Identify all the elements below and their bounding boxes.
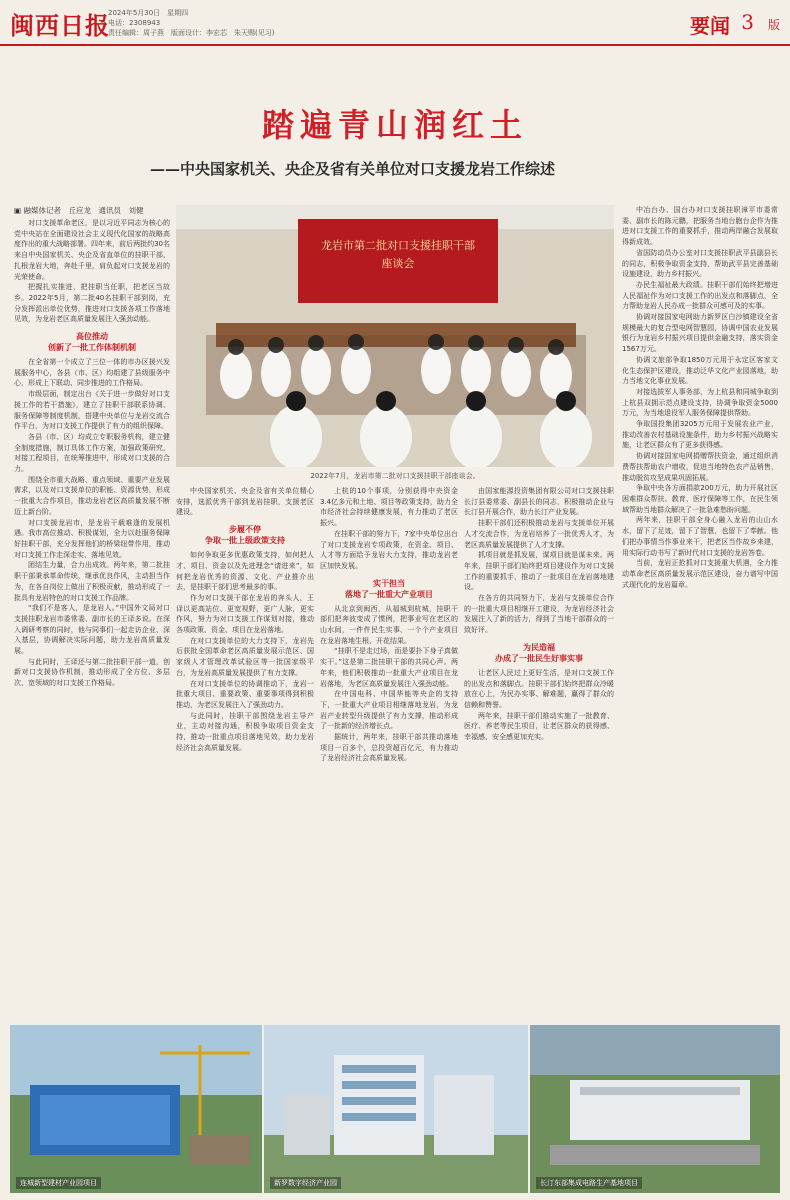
paragraph: 挂职干部们还积极推动龙岩与支援单位开展人才交流合作，为龙岩培养了一批优秀人才，为老区高质量发展提供了人才支撑。 <box>464 519 614 549</box>
subhead-2: 步履不停 争取一批上级政策支持 <box>205 525 285 546</box>
paragraph: 两年来，挂职干部全身心融入龙岩的山山水水，留下了足迹，留下了智慧，也留下了奉献。他们把办事情当作事业来干，把老区当作故乡来建，用实际行动书写了新时代对口支援的龙岩答卷。 <box>622 516 778 557</box>
paragraph: “挂职不是走过场，而是要扑下身子真做实干。”这是第二批挂职干部的共同心声。两年来，他们积极推动一批重大产业项目在龙岩落地，为老区高质量发展注入强劲动能。 <box>320 647 458 688</box>
paragraph: 据统计，两年来，挂职干部共推动落地项目一百多个，总投资超百亿元，有力推动了龙岩经济社会高质量发展。 <box>320 733 458 763</box>
paragraph: 在中国电科、中国华能等央企的支持下，一批重大产业项目相继落地龙岩，为龙岩产业转型升级提供了有力支撑，推动形成了一批新的经济增长点。 <box>320 690 458 731</box>
photo-caption: 2022年7月，龙岩市第二批对口支援挂职干部座谈会。 <box>310 472 480 480</box>
paragraph: 争取国投集团3205万元用于发展农业产业，推动改善农村基础设施条件，助力乡村振兴战略实施，让老区群众有了更多获得感。 <box>622 420 778 450</box>
column-5 <box>622 205 778 1018</box>
paragraph: 在各方的共同努力下，龙岩与支援单位合作的一批重大项目相继开工建设，为龙岩经济社会发展注入了新的活力，得到了当地干部群众的一致好评。 <box>464 594 614 635</box>
banner-text-2: 座谈会 <box>381 257 415 270</box>
photo-caption: 新罗数字经济产业园 <box>270 1177 341 1189</box>
meeting-photo <box>176 205 614 467</box>
paragraph: 中央国家机关、央企及省有关单位精心安排，选派优秀干部到龙岩挂职，支援老区建设。 <box>176 487 314 517</box>
editors: 责任编辑：周子燕 版面设计：李宏芯 朱天赐(见习) <box>108 29 275 37</box>
paragraph: 当前，龙岩正抢抓对口支援重大机遇，全力推动革命老区高质量发展示范区建设，奋力谱写中国式现代化的龙岩篇章。 <box>622 559 778 589</box>
banner-text-1: 龙岩市第二批对口支援挂职干部 <box>321 239 475 252</box>
paragraph: 协调对接国家电网助力新罗区白沙镇建设全省规模最大的复合型电网智慧园，协调中国农业发展银行为龙岩乡村振兴项目提供金融支持，落实资金1567万元。 <box>622 313 778 354</box>
paragraph: 团结生力量，合力出成效。两年来，第二批挂职干部秉承革命传统，继承优良作风，主动担当作为，在各自岗位上做出了积极贡献，推动形成了一批具有龙岩特色的对口支援工作品牌。 <box>14 561 170 602</box>
subhead-3: 实干担当 落地了一批重大产业项目 <box>345 578 433 599</box>
paragraph: 在对口支援单位的协调推动下，龙岩一批重大项目、重要政策、重要事项得到积极推动，为老区发展注入了强劲动力。 <box>176 679 314 709</box>
paragraph: 在对口支援单位的大力支持下，龙岩先后获批全国革命老区高质量发展示范区、国家级人才管理改革试验区等一批国家级平台，为龙岩高质量发展提供了有力支撑。 <box>176 636 314 677</box>
column-4 <box>464 486 614 1018</box>
paragraph: 抓项目就是抓发展，谋项目就是谋未来。两年来，挂职干部们始终把项目建设作为对口支援工作的重要抓手，推动了一批项目在龙岩落地建设。 <box>464 551 614 592</box>
issue-date: 2024年5月30日 星期四 <box>108 9 189 17</box>
paragraph: 从北京到闽西，从福城到杭城，挂职干部们把奔波变成了惯例，把事业写在老区的山水间，一件件民生实事、一个个产业项目在龙岩落地生根、开花结果。 <box>320 604 458 645</box>
page-number: 3 <box>741 10 754 34</box>
photo-chip-base <box>530 1025 780 1193</box>
paragraph: 上杭的10个事项，分别获得中央资金3.4亿多元和土地、项目等政策支持，助力全市经济社会持续健康发展，有力推动了老区振兴。 <box>320 487 458 528</box>
paragraph: 对口支援革命老区，是以习近平同志为核心的党中央站在全面建设社会主义现代化国家的战略高度作出的重大战略部署。四年来，前后两批约30名来自中央国家机关、央企及省直单位的挂职干部，扎根龙岩大地，奔赴千里，肩负起对口支援龙岩的光荣使命。 <box>14 219 170 281</box>
photo-industrial-park <box>10 1025 262 1193</box>
photo-caption: 连城新型建材产业园项目 <box>16 1177 101 1189</box>
paragraph: 如何争取更多优惠政策支持，如何把人才、项目、资金以及先进理念“请进来”，如何把龙岩优秀的资源、文化、产业推介出去，是挂职干部们思考最多的事。 <box>176 551 314 592</box>
column-3 <box>320 486 458 1018</box>
section-title: 要闻 <box>690 14 730 38</box>
newspaper-logo: 闽西日报 <box>10 11 110 40</box>
paragraph: 省国防动员办公室对口支援挂职武平县副县长的同志，积极争取资金支持，帮助武平县完善基础设施建设，助力乡村振兴。 <box>622 248 778 279</box>
paragraph: 让老区人民过上更好生活，是对口支援工作的出发点和落脚点。挂职干部们始终把群众冷暖放在心上，为民办实事、解难题，赢得了群众的信赖和赞誉。 <box>464 668 614 709</box>
paragraph: 办民生福祉最大政绩。挂职干部们始终把增进人民福祉作为对口支援工作的出发点和落脚点，全力帮助龙岩人民办成一批群众可感可及的实事。 <box>622 280 778 311</box>
paragraph: 在全省第一个成立了三位一体的市办区援兴发展服务中心，各县（市、区）均组建了县级服务中心，形成上下联动、同步推进的工作格局。 <box>14 358 170 388</box>
paragraph: 与此同时，王译还与第二批挂职干部一道，创新对口支援协作机制，推动形成了全方位、多层次、宽领域的对口支援工作格局。 <box>14 657 170 688</box>
subhead-4: 为民造福 办成了一批民生好事实事 <box>495 642 583 663</box>
paragraph: 在挂职干部的努力下，7家中央单位出台了对口支援龙岩专项政策，在资金、项目、人才等方面给予龙岩大力支持，推动龙岩老区加快发展。 <box>320 529 458 570</box>
paragraph: 中冶台办、国台办对口支援挂职漳平市委常委、副市长的陈元鹏，把服务当地台胞台企作为推进对口支援工作的重要抓手，推动两岸融合发展取得新成效。 <box>622 206 778 247</box>
paragraph: 各县（市、区）均成立专职服务机构，建立健全制度措施，制订具体工作方案，加强政策研究，对接工程项目，在统筹推进中，形成对口支援的合力。 <box>14 432 170 474</box>
paragraph: 争取中央各方面捐款200万元，助力开展社区困难群众帮扶、教育、医疗保障等工作，在民生领域帮助当地群众解决了一批急难愁盼问题。 <box>622 484 778 514</box>
column-2 <box>176 486 314 1018</box>
paragraph: 与此同时，挂职干部围绕龙岩主导产业，主动对接沟通，积极争取项目资金支持，推动一批重点项目落地见效，助力龙岩经济社会高质量发展。 <box>176 711 314 752</box>
issue-meta <box>108 8 368 38</box>
article-subtitle: ——中央国家机关、央企及省有关单位对口支援龙岩工作综述 <box>150 160 556 178</box>
photo-digital-park <box>264 1025 528 1193</box>
paragraph: 把握扎实推进，把挂职当任职，把老区当故乡。2022年5月，第二批40名挂职干部到岗，充分发挥派出单位优势，推进对口支援各项工作落地见效，为龙岩老区高质量发展注入强劲动能。 <box>14 283 170 324</box>
paragraph: 作为对口支援干部在龙岩的奔头人，王译以更高站位、更宽视野，更广人脉，更实作风，努力为对口支援工作谋划对接，推动各项政策、资金、项目在龙岩落地。 <box>176 593 314 635</box>
paragraph: “我们不是客人，是龙岩人。”中国外文局对口支援挂职龙岩市委常委、副市长的王译多说。在深入调研考察的同时，他与同事们一起走访企业、深入基层，协调解决实际问题，助力龙岩高质量发展。 <box>14 604 170 656</box>
paragraph: 市级层面，制定出台《关于进一步做好对口支援工作的若干措施》，建立了挂职干部联系协调、服务保障等制度机制，搭建中央单位与龙岩交流合作平台，为对口支援工作提供了有力的组织保障。 <box>14 390 170 431</box>
column-1 <box>14 218 170 1018</box>
phone: 电话：2308943 <box>108 19 161 27</box>
page-suffix: 版 <box>767 18 780 32</box>
photo-caption: 长汀东部集成电路生产基地项目 <box>536 1177 642 1189</box>
paragraph: 围绕全市重大战略、重点领域、重要产业发展需求，以及对口支援单位的职能、资源优势，形成一批重大合作项目，推动龙岩老区高质量发展不断迈上新台阶。 <box>14 475 170 516</box>
paragraph: 协调文旅部争取1850万元用于永定区客家文化生态保护区建设，推动泛华文化产业园落地，助力当地文化事业发展。 <box>622 355 778 386</box>
subhead-1: 高位推动 创新了一批工作体制机制 <box>48 332 136 353</box>
masthead <box>0 0 790 46</box>
article-headline: 踏遍青山润红土 <box>261 106 528 144</box>
paragraph: 协调对接国家电网捐赠帮扶资金，通过组织消费帮扶帮助农户增收，促进当地特色农产品销售，推动脱贫攻坚成果巩固拓展。 <box>622 452 778 482</box>
paragraph: 由国家能源投资集团有限公司对口支援挂职长汀县委常委、副县长的同志，积极推动企业与长汀县开展合作，助力长汀产业发展。 <box>464 487 614 517</box>
paragraph: 对口支援龙岩市，是龙岩干载难逢的发展机遇。我市高位推动、积极谋划，全力以赴服务保障好挂职干部，充分发挥他们的桥梁纽带作用，推动对口支援工作走深走实、落地见效。 <box>14 518 170 559</box>
byline: ▣ 融媒体记者 丘应龙 通讯员 刘健 <box>14 206 144 215</box>
paragraph: 对接选拔军人事务部，为上杭县和同城争取到上杭县双拥示范点建设支持，协调争取资金5000万元，为当地退役军人服务保障提供帮助。 <box>622 387 778 418</box>
paragraph: 两年来，挂职干部们推动实施了一批教育、医疗、养老等民生项目，让老区群众的获得感、幸福感、安全感更加充实。 <box>464 711 614 742</box>
